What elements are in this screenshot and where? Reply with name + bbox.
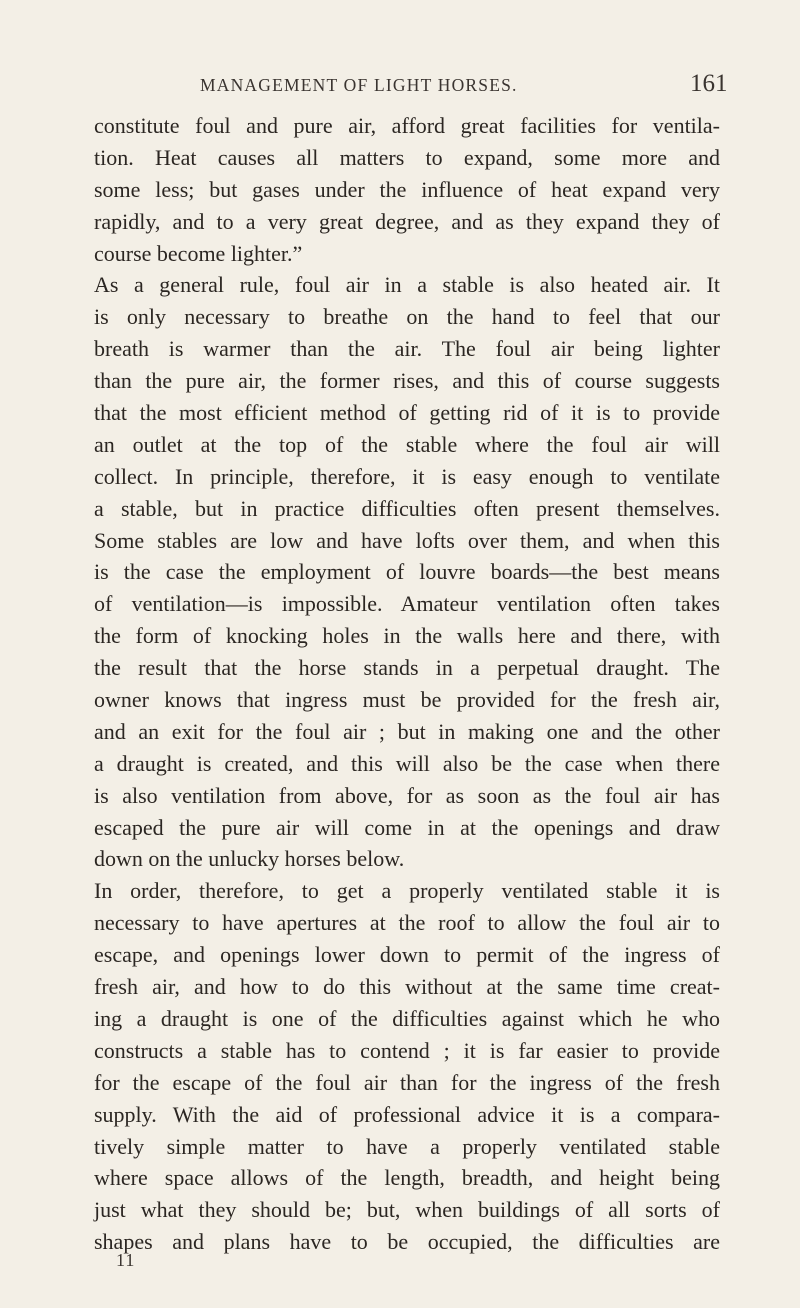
text-line: shapes and plans have to be occupied, the difficulties are: [94, 1229, 720, 1255]
running-head: MANAGEMENT OF LIGHT HORSES.: [200, 75, 518, 95]
text-line: is only necessary to breathe on the hand to feel that our: [94, 304, 720, 330]
text-line: a stable, but in practice difficulties often present themselves.: [94, 495, 720, 521]
text-line: for the escape of the foul air than for the ingress of the fresh: [94, 1069, 720, 1095]
text-line: collect. In principle, therefore, it is easy enough to ventilate: [94, 463, 720, 489]
text-line: tion. Heat causes all matters to expand, some more and: [94, 144, 720, 170]
text-line: of ventilation—is impossible. Amateur ventilation often takes: [94, 591, 720, 617]
text-line: down on the unlucky horses below.: [94, 846, 405, 872]
text-line: rapidly, and to a very great degree, and as they expand they of: [94, 208, 720, 234]
text-line: tively simple matter to have a properly ventilated stable: [94, 1133, 720, 1159]
text-line: and an exit for the foul air ; but in making one and the other: [94, 718, 720, 744]
text-line: that the most efficient method of getting rid of it is to provide: [94, 400, 720, 426]
text-line: constructs a stable has to contend ; it is far easier to provide: [94, 1037, 720, 1063]
text-line: escape, and openings lower down to permit of the ingress of: [94, 942, 720, 968]
text-line: course become lighter.”: [94, 240, 303, 266]
body-text: [94, 110, 720, 1258]
text-line: escaped the pure air will come in at the openings and draw: [94, 814, 720, 840]
text-line: the result that the horse stands in a perpetual draught. The: [94, 655, 720, 681]
text-line: necessary to have apertures at the roof to allow the foul air to: [94, 910, 720, 936]
text-line: where space allows of the length, breadth, and height being: [94, 1165, 720, 1191]
text-line: In order, therefore, to get a properly ventilated stable it is: [94, 878, 720, 904]
text-line: ing a draught is one of the difficulties against which he who: [94, 1005, 720, 1031]
text-line: an outlet at the top of the stable where the foul air will: [94, 431, 720, 457]
text-line: than the pure air, the former rises, and this of course suggests: [94, 368, 720, 394]
text-line: just what they should be; but, when buildings of all sorts of: [94, 1197, 720, 1223]
text-line: fresh air, and how to do this without at the same time creat-: [94, 974, 720, 1000]
page-number: 161: [690, 70, 728, 97]
text-line: breath is warmer than the air. The foul air being lighter: [94, 336, 720, 362]
text-line: the form of knocking holes in the walls here and there, with: [94, 623, 720, 649]
text-line: a draught is created, and this will also be the case when there: [94, 750, 720, 776]
text-line: supply. With the aid of professional advice it is a compara-: [94, 1101, 720, 1127]
text-line: owner knows that ingress must be provided for the fresh air,: [94, 687, 720, 713]
text-line: is also ventilation from above, for as soon as the foul air has: [94, 782, 720, 808]
text-line: is the case the employment of louvre boards—the best means: [94, 559, 720, 585]
signature-mark: 11: [116, 1250, 136, 1270]
text-line: As a general rule, foul air in a stable is also heated air. It: [94, 272, 720, 298]
text-line: constitute foul and pure air, afford great facilities for ventila-: [94, 113, 720, 138]
text-line: Some stables are low and have lofts over them, and when this: [94, 527, 720, 553]
text-line: some less; but gases under the influence of heat expand very: [94, 176, 720, 202]
